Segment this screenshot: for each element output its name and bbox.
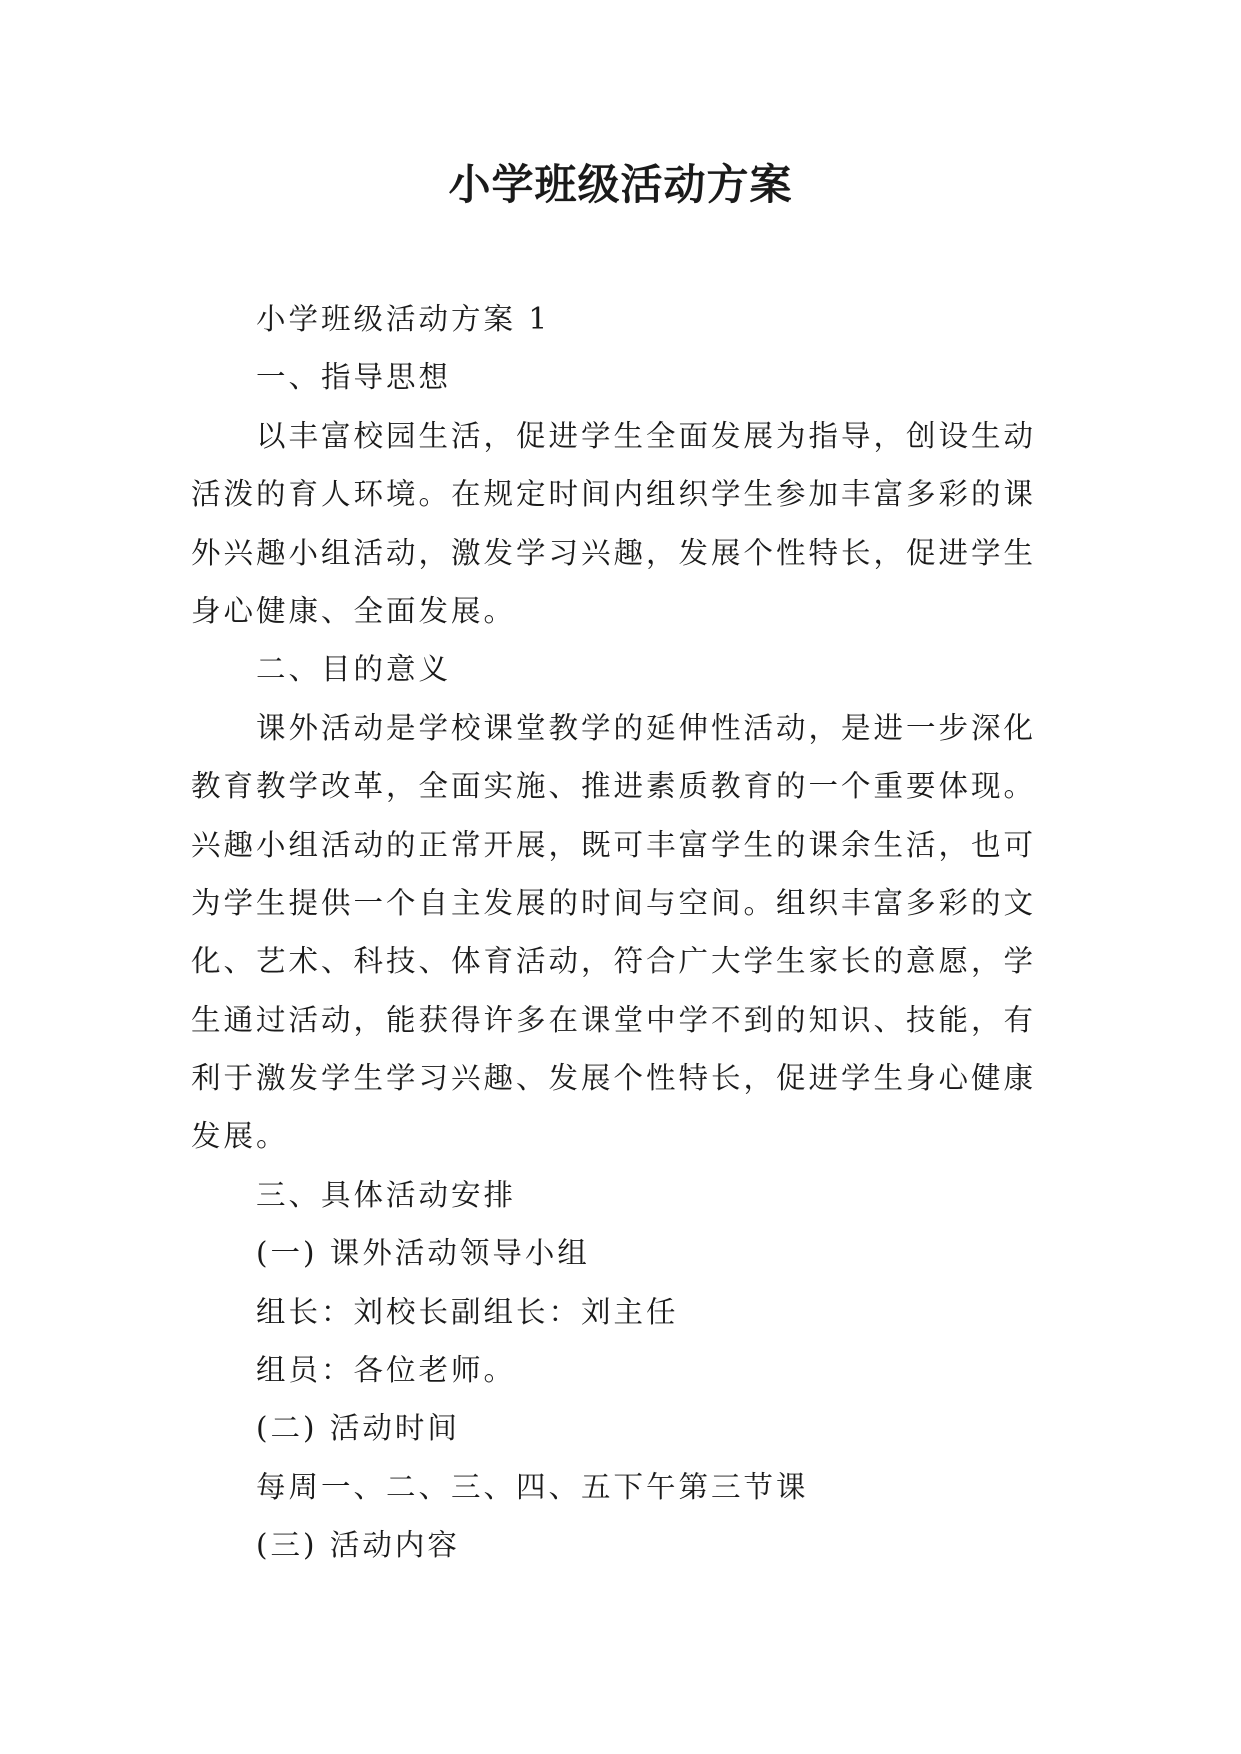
paragraph-line: 以丰富校园生活，促进学生全面发展为指导，创设生动 — [256, 418, 1037, 453]
paragraph-line: 生通过活动，能获得许多在课堂中学不到的知识、技能，有 — [191, 1002, 1037, 1037]
paragraph-line: 组长：刘校长副组长：刘主任 — [256, 1294, 679, 1329]
section-heading-activity-arrangement: 三、具体活动安排 — [256, 1177, 517, 1212]
paragraph-line: 活泼的育人环境。在规定时间内组织学生参加丰富多彩的课 — [191, 477, 1037, 512]
section-heading-purpose: 二、目的意义 — [256, 652, 452, 687]
paragraph-line: 兴趣小组活动的正常开展，既可丰富学生的课余生活，也可 — [191, 827, 1037, 862]
paragraph-line: 发展。 — [191, 1119, 289, 1154]
document-title: 小学班级活动方案 — [448, 160, 793, 209]
subsection-heading-leadership-group: (一) 课外活动领导小组 — [256, 1236, 590, 1271]
paragraph-line: 外兴趣小组活动，激发学习兴趣，发展个性特长，促进学生 — [191, 535, 1037, 570]
paragraph-line: 身心健康、全面发展。 — [191, 593, 517, 628]
section-heading-guiding-ideology: 一、指导思想 — [256, 360, 452, 395]
document-body — [191, 290, 1051, 1575]
section-heading-plan-1: 小学班级活动方案 1 — [256, 302, 551, 336]
paragraph-line: 教育教学改革，全面实施、推进素质教育的一个重要体现。 — [191, 769, 1037, 804]
paragraph-line: 每周一、二、三、四、五下午第三节课 — [256, 1469, 809, 1504]
paragraph-line: 课外活动是学校课堂教学的延伸性活动，是进一步深化 — [256, 710, 1037, 745]
subsection-heading-activity-time: (二) 活动时间 — [256, 1411, 460, 1446]
subsection-heading-activity-content: (三) 活动内容 — [256, 1528, 460, 1563]
paragraph-line: 化、艺术、科技、体育活动，符合广大学生家长的意愿，学 — [191, 944, 1037, 979]
paragraph-line: 组员：各位老师。 — [256, 1353, 517, 1388]
paragraph-line: 利于激发学生学习兴趣、发展个性特长，促进学生身心健康 — [191, 1061, 1037, 1096]
paragraph-line: 为学生提供一个自主发展的时间与空间。组织丰富多彩的文 — [191, 885, 1037, 920]
